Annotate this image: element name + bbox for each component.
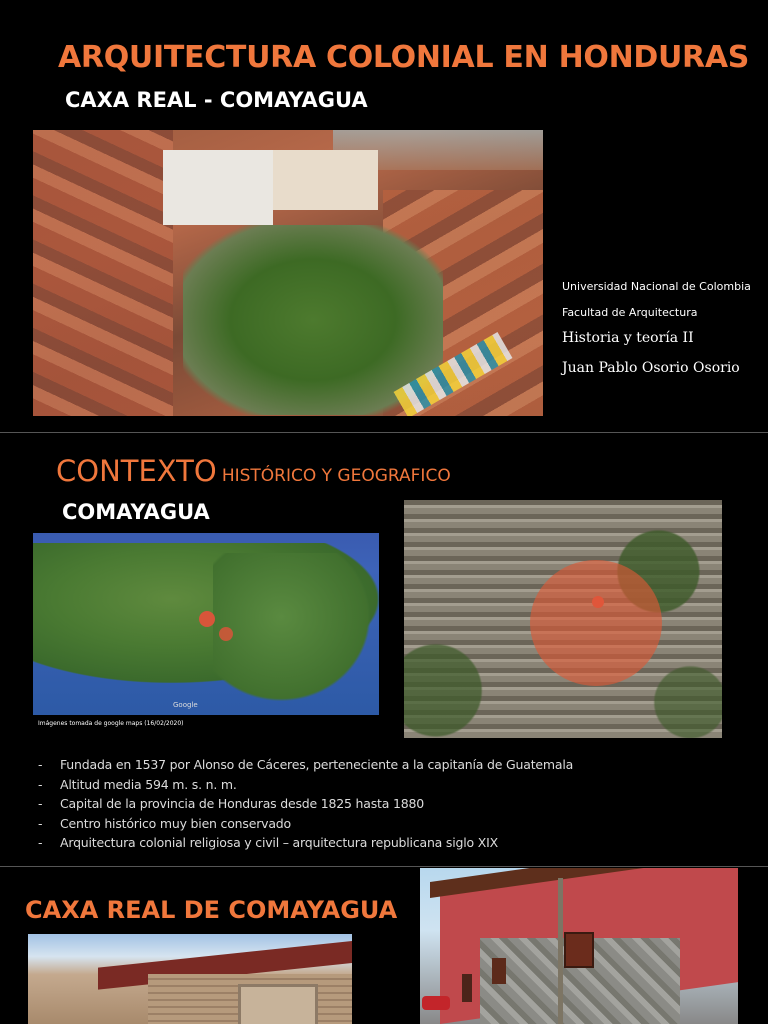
region-map-image [33, 533, 379, 715]
course-name: Historia y teoría II [562, 330, 694, 346]
caxa-real-facade-photo [28, 934, 352, 1024]
map-watermark: Google [173, 701, 198, 709]
slide-1-title: ARQUITECTURA COLONIAL EN HONDURAS [58, 40, 750, 75]
slide-context [0, 434, 768, 866]
slide-divider [0, 432, 768, 433]
location-marker [199, 611, 215, 627]
list-item: - Fundada en 1537 por Alonso de Cáceres, perteneciente a la capitanía de Guatemala [38, 757, 574, 772]
slide-2-title-rest: HISTÓRICO Y GEOGRAFICO [221, 466, 451, 486]
slide-2-subtitle: COMAYAGUA [62, 500, 210, 524]
slide-caxa-real [0, 868, 768, 1024]
list-item: - Centro histórico muy bien conservado [38, 815, 291, 831]
slide-2-title-main: CONTEXTO [56, 454, 217, 488]
university-name: Universidad Nacional de Colombia [562, 280, 751, 293]
list-item: - Arquitectura colonial religiosa y civil – arquitectura republicana siglo XIX [38, 835, 498, 850]
faculty-name: Facultad de Arquitectura [562, 306, 698, 319]
slide-2-title [56, 454, 451, 488]
map-caption: Imágenes tomada de google maps (16/02/2020) [38, 720, 184, 727]
list-item: - Capital de la provincia de Honduras desde 1825 hasta 1880 [38, 796, 424, 811]
slide-3-title: CAXA REAL DE COMAYAGUA [25, 896, 398, 924]
list-item: - Altitud media 594 m. s. n. m. [38, 776, 237, 792]
context-bullet-list [38, 755, 573, 853]
author-name: Juan Pablo Osorio Osorio [562, 360, 740, 376]
caxa-real-street-photo [420, 868, 738, 1024]
historic-center-highlight [530, 560, 662, 686]
satellite-city-image [404, 500, 722, 738]
slide-title [0, 0, 768, 432]
aerial-photo-comayagua [33, 130, 543, 416]
slide-1-subtitle: CAXA REAL - COMAYAGUA [65, 88, 368, 112]
location-marker [592, 596, 604, 608]
slide-divider [0, 866, 768, 867]
location-marker [219, 627, 233, 641]
